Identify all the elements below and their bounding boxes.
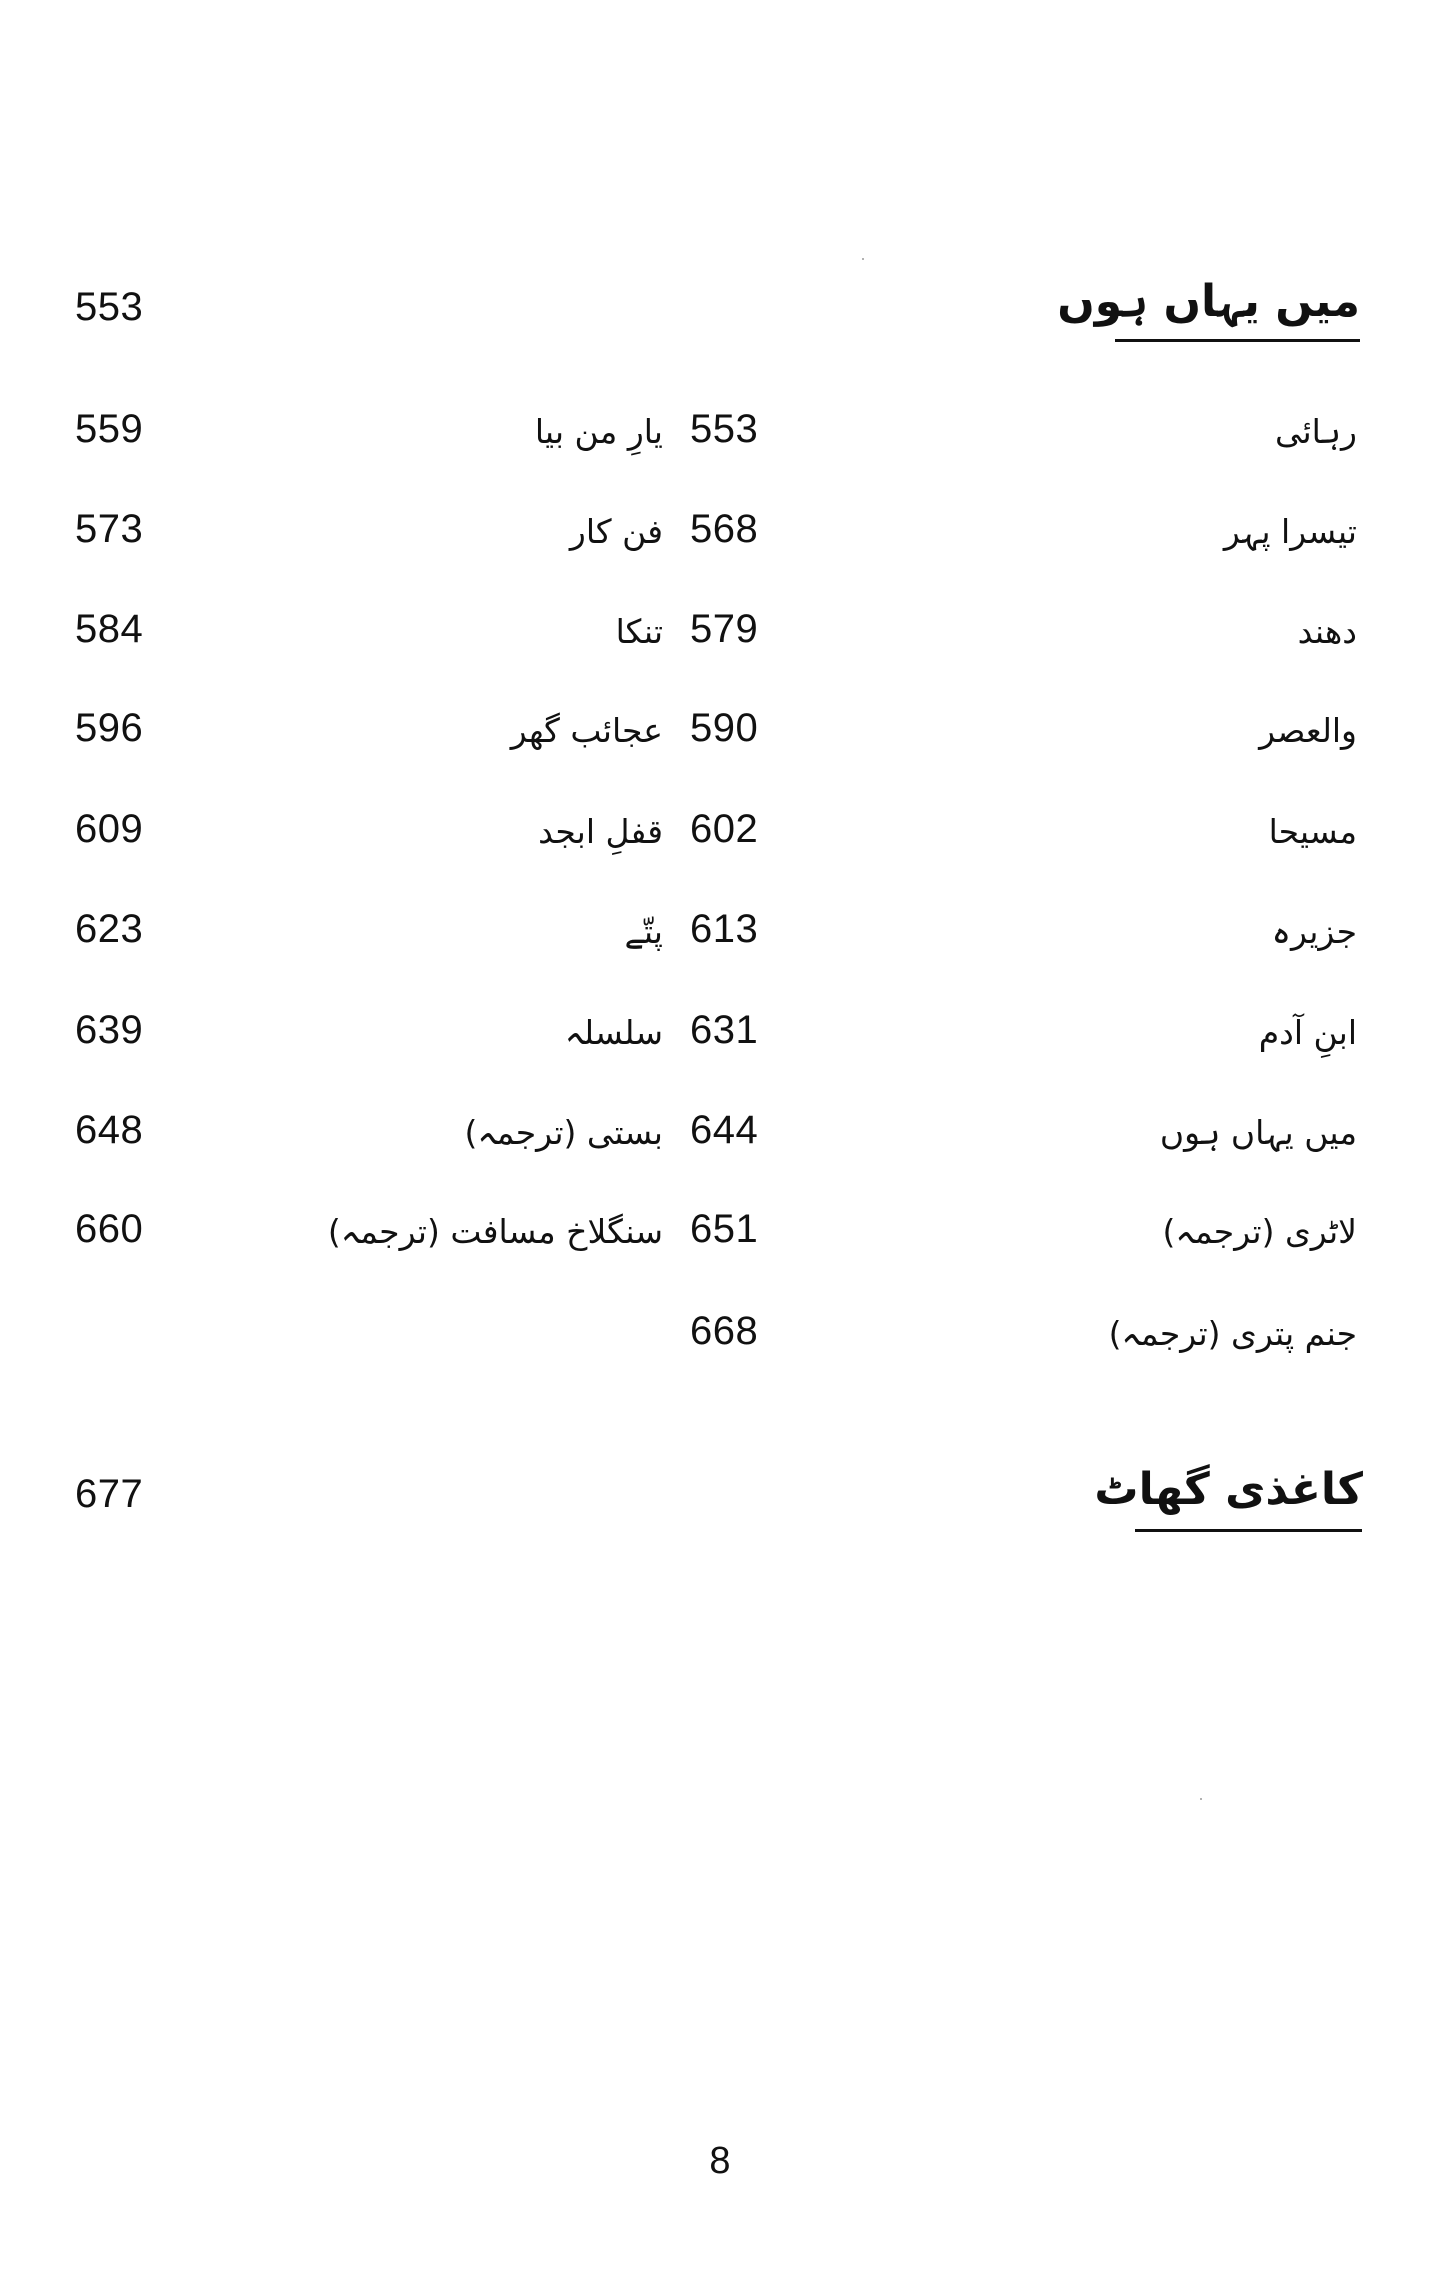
section-title-underline	[1135, 1529, 1362, 1532]
toc-entry-title: پتّے	[624, 912, 663, 951]
toc-entry-title: مسیحا	[1268, 812, 1357, 851]
toc-entry-title: سنگلاخ مسافت (ترجمہ)	[327, 1212, 663, 1251]
page-number: 8	[709, 2140, 731, 2182]
toc-entry-page: 648	[75, 1108, 144, 1152]
toc-entry-page: 579	[690, 607, 759, 651]
toc-entry-page: 609	[75, 807, 144, 851]
toc-entry-title: تنکا	[615, 612, 663, 651]
section-title: کاغذی گھاٹ	[1094, 1464, 1363, 1515]
toc-entry-page: 573	[75, 507, 144, 551]
toc-entry-title: جنم پتری (ترجمہ)	[1108, 1314, 1357, 1353]
toc-entry-page: 613	[690, 907, 759, 951]
toc-entry-title: جزیرہ	[1271, 912, 1357, 951]
toc-entry-page: 559	[75, 407, 144, 451]
toc-entry-page: 644	[690, 1108, 759, 1152]
toc-entry-title: فن کار	[569, 512, 663, 551]
toc-entry-title: والعصر	[1259, 711, 1357, 750]
toc-entry-title: رہائی	[1274, 412, 1357, 451]
toc-entry-page: 631	[690, 1008, 759, 1052]
toc-entry-page: 596	[75, 706, 144, 750]
toc-entry-title: سلسلہ	[564, 1013, 663, 1052]
scan-speck	[862, 258, 864, 260]
toc-entry-title: یارِ من بیا	[534, 412, 663, 451]
section-title: میں یہاں ہوں	[1057, 276, 1360, 327]
toc-entry-title: قفلِ ابجد	[538, 812, 663, 851]
section-title-underline	[1115, 339, 1360, 342]
section-page-number: 677	[75, 1472, 144, 1516]
toc-entry-page: 660	[75, 1207, 144, 1251]
toc-entry-page: 639	[75, 1008, 144, 1052]
toc-entry-title: دھند	[1297, 612, 1357, 651]
toc-entry-page: 623	[75, 907, 144, 951]
toc-entry-title: بستی (ترجمہ)	[464, 1113, 663, 1152]
toc-entry-page: 651	[690, 1207, 759, 1251]
toc-entry-page: 584	[75, 607, 144, 651]
toc-entry-title: عجائب گھر	[510, 711, 663, 750]
toc-entry-title: لاٹری (ترجمہ)	[1162, 1212, 1357, 1251]
toc-entry-page: 553	[690, 407, 759, 451]
toc-entry-page: 590	[690, 706, 759, 750]
section-page-number: 553	[75, 285, 144, 329]
toc-entry-page: 568	[690, 507, 759, 551]
toc-entry-title: تیسرا پہر	[1223, 512, 1357, 551]
toc-entry-title: میں یہاں ہوں	[1159, 1113, 1357, 1152]
toc-entry-page: 602	[690, 807, 759, 851]
toc-entry-title: ابنِ آدم	[1258, 1013, 1357, 1052]
scan-speck	[1200, 1798, 1202, 1800]
toc-entry-page: 668	[690, 1309, 759, 1353]
